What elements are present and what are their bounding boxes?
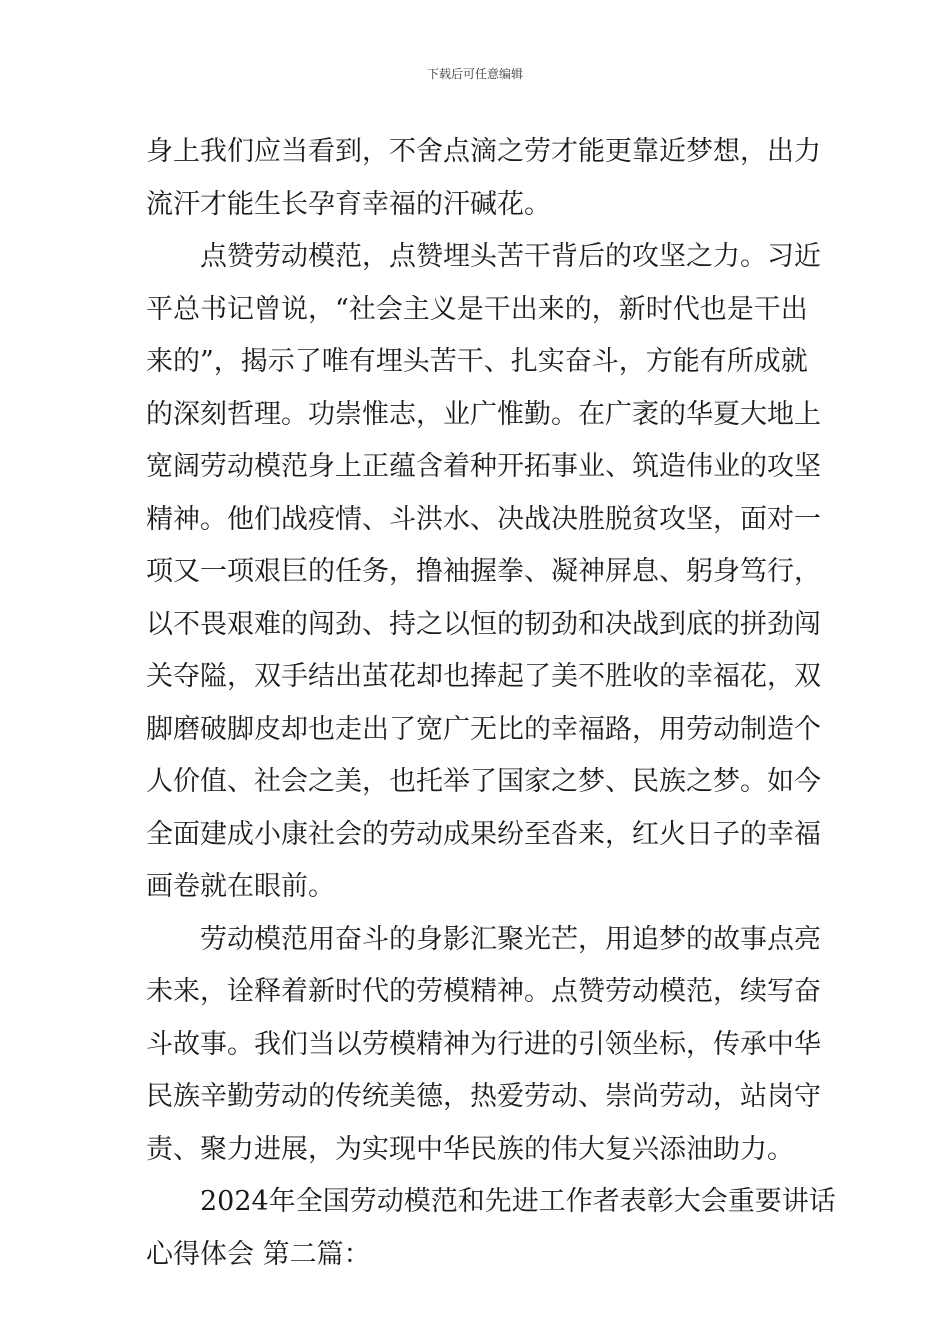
text-line: 身上我们应当看到，不舍点滴之劳才能更靠近梦想，出力 [146, 136, 821, 167]
text-line: 人价值、社会之美，也托举了国家之梦、民族之梦。如今 [146, 766, 821, 797]
text-line: 责、聚力进展，为实现中华民族的伟大复兴添油助力。 [146, 1133, 794, 1165]
text-line: 斗故事。我们当以劳模精神为行进的引领坐标，传承中华 [146, 1028, 821, 1060]
text-line: 宽阔劳动模范身上正蕴含着种开拓事业、筑造伟业的攻坚 [146, 451, 821, 482]
text-line: 脚磨破脚皮却也走出了宽广无比的幸福路，用劳动制造个 [146, 713, 821, 745]
section-heading-line: 心得体会 第二篇： [146, 1238, 371, 1270]
paragraph-first-line: 点赞劳动模范，点赞埋头苦干背后的攻坚之力。习近 [200, 241, 821, 272]
text-line: 以不畏艰难的闯劲、持之以恒的韧劲和决战到底的拼劲闯 [146, 608, 821, 640]
text-line: 民族辛勤劳动的传统美德，热爱劳动、崇尚劳动，站岗守 [146, 1081, 821, 1112]
paragraph-first-line: 劳动模范用奋斗的身影汇聚光芒，用追梦的故事点亮 [200, 923, 821, 955]
section-heading-line: 2024年全国劳动模范和先进工作者表彰大会重要讲话 [200, 1186, 836, 1217]
text-line: 画卷就在眼前。 [146, 871, 335, 902]
text-line: 流汗才能生长孕育幸福的汗碱花。 [146, 188, 551, 220]
document-body [146, 126, 836, 1281]
text-line: 精神。他们战疫情、斗洪水、决战决胜脱贫攻坚，面对一 [146, 503, 821, 535]
text-line: 的深刻哲理。功崇惟志，业广惟勤。在广袤的华夏大地上 [146, 398, 821, 430]
text-line: 来的”，揭示了唯有埋头苦干、扎实奋斗，方能有所成就 [146, 346, 808, 377]
text-line: 全面建成小康社会的劳动成果纷至沓来，红火日子的幸福 [146, 818, 821, 850]
text-line: 平总书记曾说，“社会主义是干出来的，新时代也是干出 [146, 293, 808, 325]
page-header: 下载后可任意编辑 [426, 67, 523, 81]
text-line: 项又一项艰巨的任务，撸袖握拳、凝神屏息、躬身笃行， [146, 556, 821, 587]
text-line: 关夺隘，双手结出茧花却也捧起了美不胜收的幸福花，双 [146, 661, 821, 692]
text-line: 未来，诠释着新时代的劳模精神。点赞劳动模范，续写奋 [146, 976, 821, 1007]
